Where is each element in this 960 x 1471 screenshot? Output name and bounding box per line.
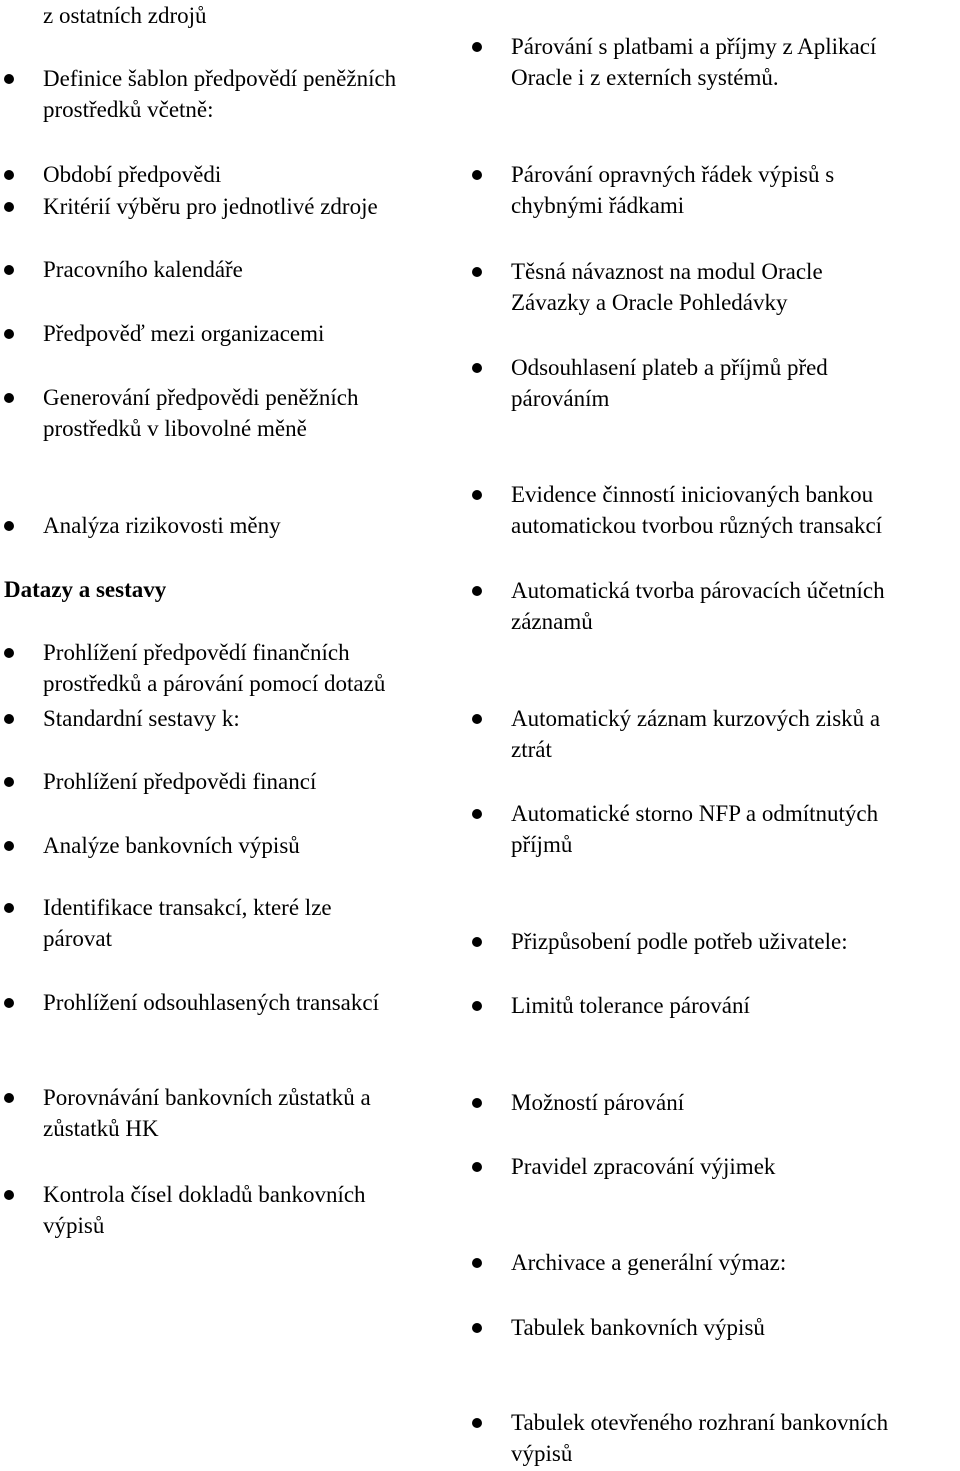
bullet-icon bbox=[4, 1093, 14, 1103]
bullet-icon bbox=[472, 586, 482, 596]
bullet-icon bbox=[4, 841, 14, 851]
continuation-text: z ostatních zdrojů bbox=[43, 3, 207, 28]
bullet-icon bbox=[4, 393, 14, 403]
bullet-icon bbox=[472, 809, 482, 819]
bullet-icon bbox=[472, 170, 482, 180]
bullet-icon bbox=[472, 937, 482, 947]
document-page: z ostatních zdrojů Definice šablon předpovědí peněžních prostředků včetně: Období předpovědi Kritérií výběru pro jednotlivé zdroje Pracovního kalendáře Předpověď mezi organizacemi Generování předpovědi peněžních prostředků v libovolné měně Analýza rizikovosti měny Datazy a sestavy Prohlížení předpovědí finančních prostředků a párování pomocí dotazů Standardní sestavy k: Prohlížení předpovědi financí Analýze bankovních výpisů Identifikace transakcí, které lze párovat Prohlížení odsouhlasených transakcí Porovnávání bankovních zůstatků a zůstatků HK Kontrola čísel dokladů bankovních výpisů Párování s platbami a příjmy z Aplikací Oracle i z externích systémů. Párování opravných řádek výpisů s chybnými řádkami Těsná návaznost na modul Oracle Závazky a Oracle Pohledávky Odsouhlasení plateb a příjmů před párováním Evidence činností iniciovaných bankou automatickou tvorbou různých transakcí Automatická tvorba párovacích účetních záznamů Automatický záznam kurzových zisků a ztrát Automatické storno NFP a odmítnutých příjmů Přizpůsobení podle potřeb uživatele: Limitů tolerance párování Možností párování Pravidel zpracování výjimek Archivace a generální výmaz: Tabulek bankovních výpisů Tabulek otevřeného rozhraní bankovních výpisů bbox=[0, 0, 960, 1471]
bullet-icon bbox=[4, 714, 14, 724]
bullet-icon bbox=[472, 490, 482, 500]
bullet-icon bbox=[472, 42, 482, 52]
bullet-icon bbox=[472, 1098, 482, 1108]
bullet-icon bbox=[4, 903, 14, 913]
bullet-icon bbox=[472, 267, 482, 277]
bullet-icon bbox=[4, 202, 14, 212]
bullet-icon bbox=[4, 648, 14, 658]
bullet-icon bbox=[4, 521, 14, 531]
bullet-icon bbox=[472, 1258, 482, 1268]
bullet-icon bbox=[472, 1323, 482, 1333]
bullet-icon bbox=[4, 998, 14, 1008]
bullet-icon bbox=[4, 1190, 14, 1200]
bullet-icon bbox=[4, 265, 14, 275]
bullet-icon bbox=[472, 1162, 482, 1172]
bullet-icon bbox=[472, 363, 482, 373]
bullet-icon bbox=[472, 1418, 482, 1428]
bullet-icon bbox=[472, 714, 482, 724]
bullet-icon bbox=[4, 329, 14, 339]
bullet-icon bbox=[472, 1001, 482, 1011]
bullet-icon bbox=[4, 74, 14, 84]
bullet-icon bbox=[4, 777, 14, 787]
section-heading: Datazy a sestavy bbox=[4, 577, 167, 602]
bullet-icon bbox=[4, 170, 14, 180]
